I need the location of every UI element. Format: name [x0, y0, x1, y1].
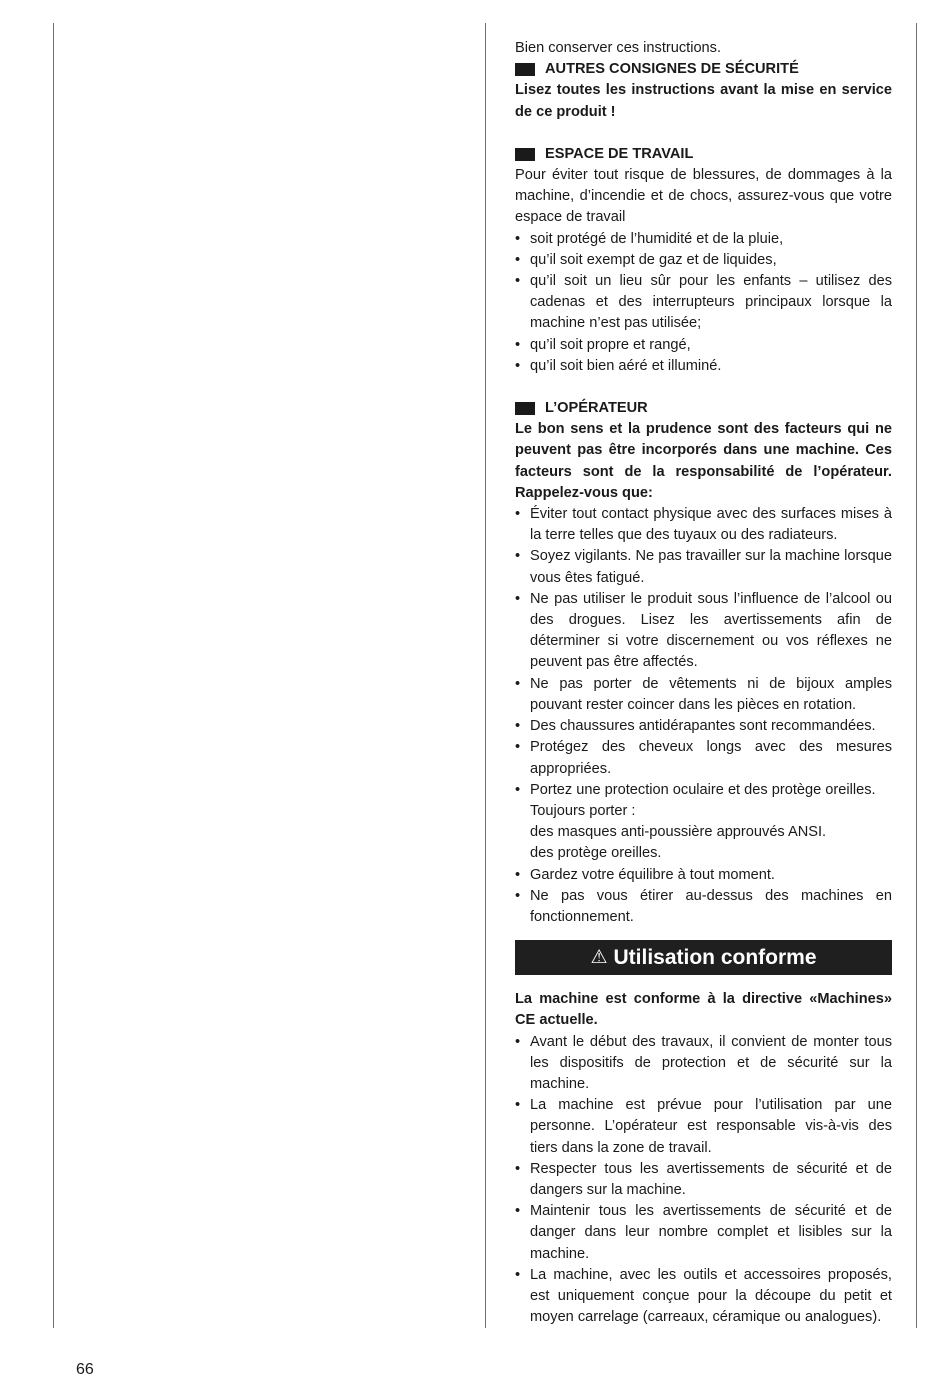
list-item: • Maintenir tous les avertissements de sécurité et de danger dans leur nombre complet et lisibles sur la machine. — [515, 1201, 892, 1265]
operator-list-continued — [515, 865, 892, 929]
column-divider-rule — [485, 23, 486, 1328]
work-area-list — [515, 229, 892, 377]
intro-line: Bien conserver ces instructions. — [515, 40, 722, 56]
work-area-intro: Pour éviter tout risque de blessures, de dommages à la machine, d’incendie et de chocs, assurez-vous que votre espace de travail — [515, 167, 892, 226]
heading-label: ESPACE DE TRAVAIL — [545, 145, 694, 162]
list-item: • Avant le début des travaux, il convient de monter tous les dispositifs de protection et de sécurité sur la machine. — [515, 1032, 892, 1096]
other-safety-lead: Lisez toutes les instructions avant la mise en service de ce produit ! — [515, 82, 892, 120]
sub-line: Toujours porter : — [530, 802, 636, 819]
heading-label: AUTRES CONSIGNES DE SÉCURITÉ — [545, 61, 799, 78]
list-item: • Des chaussures antidérapantes sont recommandées. — [515, 716, 892, 737]
left-margin-rule — [53, 23, 54, 1328]
list-item: • Respecter tous les avertissements de sécurité et de dangers sur la machine. — [515, 1159, 892, 1201]
warning-triangle-icon: ⚠ — [590, 947, 608, 969]
list-item: • Gardez votre équilibre à tout moment. — [515, 865, 892, 886]
right-margin-rule — [916, 23, 917, 1328]
list-item: • Portez une protection oculaire et des protège oreilles. — [515, 780, 892, 801]
sub-line: des masques anti-poussière approuvés ANSI. — [530, 824, 827, 841]
list-item: • qu’il soit bien aéré et illuminé. — [515, 356, 892, 377]
list-item: • La machine est prévue pour l’utilisation par une personne. L’opérateur est responsable vis-à-vis des tiers dans la zone de travail. — [515, 1095, 892, 1159]
list-item: • Éviter tout contact physique avec des surfaces mises à la terre telles que des tuyaux ou des radiateurs. — [515, 504, 892, 546]
heading-marker-icon — [515, 402, 535, 415]
section-heading-operator — [515, 398, 892, 419]
list-item: • Ne pas utiliser le produit sous l’influence de l’alcool ou des drogues. Lisez les avertissements afin de déterminer si votre discernement ou vos réflexes ne peuvent pas être affectés. — [515, 589, 892, 674]
banner-title: Utilisation conforme — [613, 946, 817, 970]
operator-list — [515, 504, 892, 801]
sub-line: des protège oreilles. — [530, 845, 662, 862]
heading-marker-icon — [515, 148, 535, 161]
page-number: 66 — [76, 1361, 94, 1378]
intended-use-lead: La machine est conforme à la directive «Machines» CE actuelle. — [515, 991, 892, 1029]
operator-lead: Le bon sens et la prudence sont des facteurs qui ne peuvent pas être incorporés dans une machine. Ces facteurs sont de la responsabilité de l’opérateur. Rappelez-vous que: — [515, 421, 892, 501]
list-item: • qu’il soit exempt de gaz et de liquides, — [515, 250, 892, 271]
heading-marker-icon — [515, 63, 535, 76]
list-item: • Soyez vigilants. Ne pas travailler sur la machine lorsque vous êtes fatigué. — [515, 546, 892, 588]
right-column-text — [515, 38, 892, 1328]
list-item: • Ne pas porter de vêtements ni de bijoux amples pouvant rester coincer dans les pièces en rotation. — [515, 674, 892, 716]
heading-label: L’OPÉRATEUR — [545, 400, 648, 417]
list-item: • soit protégé de l’humidité et de la pluie, — [515, 229, 892, 250]
list-item: • Protégez des cheveux longs avec des mesures appropriées. — [515, 737, 892, 779]
intended-use-list — [515, 1032, 892, 1329]
list-item: • La machine, avec les outils et accessoires proposés, est uniquement conçue pour la découpe du petit et moyen carrelage (carreaux, céramique ou analogues). — [515, 1265, 892, 1329]
list-item: • qu’il soit un lieu sûr pour les enfants – utilisez des cadenas et des interrupteurs principaux lorsque la machine n’est pas utilisée; — [515, 271, 892, 335]
section-heading-other-safety — [515, 59, 892, 80]
section-heading-work-area — [515, 144, 892, 165]
list-item: • Ne pas vous étirer au-dessus des machines en fonctionnement. — [515, 886, 892, 928]
intended-use-banner — [515, 940, 892, 975]
list-item: • qu’il soit propre et rangé, — [515, 335, 892, 356]
